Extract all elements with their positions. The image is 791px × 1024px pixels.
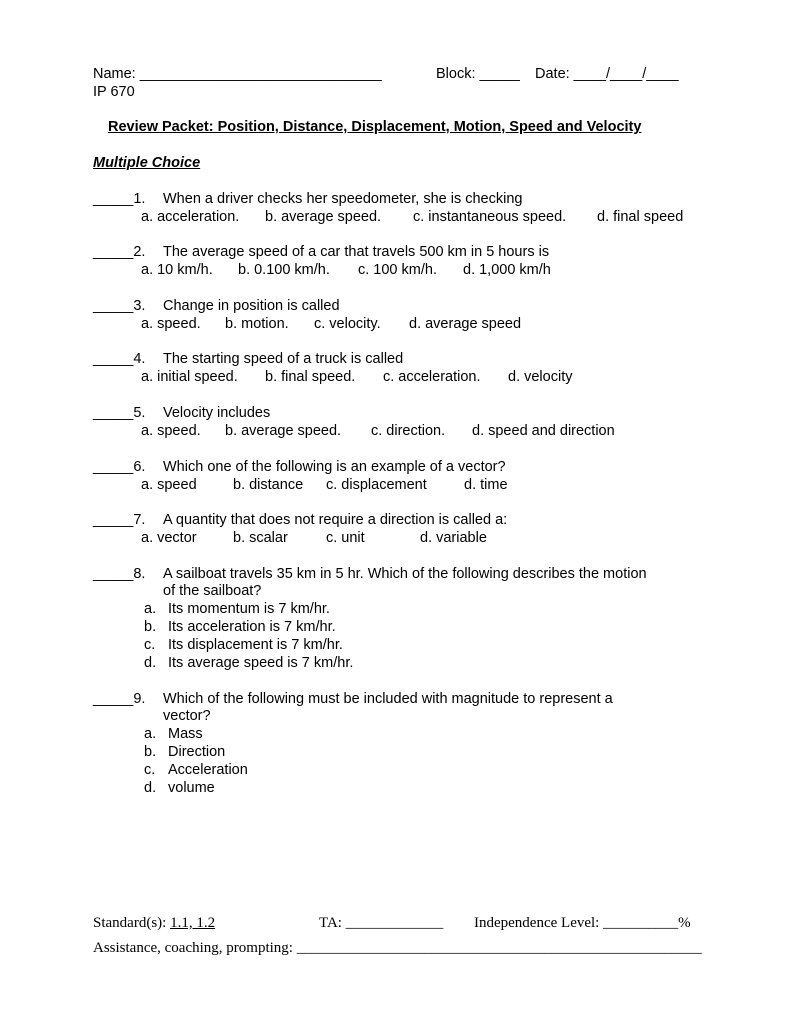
ta-field[interactable]: TA: _____________ <box>319 915 444 931</box>
standards-value: 1.1, 1.2 <box>170 915 216 931</box>
q9-option-d-text: volume <box>168 780 215 796</box>
q8-option-b-letter: b. <box>144 619 157 635</box>
q1-option-d: d. final speed <box>597 209 684 225</box>
q5-option-a: a. speed. <box>141 423 201 439</box>
question-8-text-line2: of the sailboat? <box>163 583 262 599</box>
question-1-text: When a driver checks her speedometer, she is checking <box>163 191 523 207</box>
q5-option-b: b. average speed. <box>225 423 342 439</box>
q1-option-b: b. average speed. <box>265 209 382 225</box>
q4-option-a: a. initial speed. <box>141 369 238 385</box>
independence-level-field[interactable]: Independence Level: __________% <box>474 915 691 931</box>
q7-option-b: b. scalar <box>233 530 288 546</box>
answer-blank-8[interactable]: _____8. <box>93 566 146 582</box>
answer-blank-1[interactable]: _____1. <box>93 191 146 207</box>
q8-option-a-text: Its momentum is 7 km/hr. <box>168 601 330 617</box>
q8-option-b-text: Its acceleration is 7 km/hr. <box>168 619 336 635</box>
q9-option-c-text: Acceleration <box>168 762 248 778</box>
course-code: IP 670 <box>93 84 135 100</box>
question-6-text: Which one of the following is an example of a vector? <box>163 459 506 475</box>
q9-option-c-letter: c. <box>144 762 156 778</box>
answer-blank-5[interactable]: _____5. <box>93 405 146 421</box>
answer-blank-3[interactable]: _____3. <box>93 298 146 314</box>
q8-option-c-letter: c. <box>144 637 156 653</box>
q3-option-a: a. speed. <box>141 316 201 332</box>
name-field[interactable]: Name: ______________________________ <box>93 66 382 82</box>
q9-option-b-text: Direction <box>168 744 226 760</box>
q6-option-d: d. time <box>464 477 508 493</box>
q6-option-c: c. displacement <box>326 477 427 493</box>
q7-option-c: c. unit <box>326 530 365 546</box>
answer-blank-4[interactable]: _____4. <box>93 351 146 367</box>
question-8-text-line1: A sailboat travels 35 km in 5 hr. Which of the following describes the motion <box>163 566 647 582</box>
q7-option-a: a. vector <box>141 530 197 546</box>
q8-option-d-letter: d. <box>144 655 157 671</box>
q1-option-a: a. acceleration. <box>141 209 240 225</box>
answer-blank-9[interactable]: _____9. <box>93 691 146 707</box>
q8-option-d-text: Its average speed is 7 km/hr. <box>168 655 354 671</box>
page-title: Review Packet: Position, Distance, Displacement, Motion, Speed and Velocity <box>108 119 642 135</box>
standards-line <box>93 914 215 932</box>
q2-option-b: b. 0.100 km/h. <box>238 262 330 278</box>
q4-option-c: c. acceleration. <box>383 369 481 385</box>
answer-blank-2[interactable]: _____2. <box>93 244 146 260</box>
q8-option-a-letter: a. <box>144 601 157 617</box>
q7-option-d: d. variable <box>420 530 487 546</box>
question-3-text: Change in position is called <box>163 298 340 314</box>
q4-option-b: b. final speed. <box>265 369 356 385</box>
assistance-field[interactable]: Assistance, coaching, prompting: ______________________________________________________ <box>93 940 702 956</box>
section-heading: Multiple Choice <box>93 155 201 171</box>
question-9-text-line1: Which of the following must be included with magnitude to represent a <box>163 691 613 707</box>
q1-option-c: c. instantaneous speed. <box>413 209 567 225</box>
q3-option-d: d. average speed <box>409 316 522 332</box>
q5-option-d: d. speed and direction <box>472 423 615 439</box>
q9-option-a-letter: a. <box>144 726 157 742</box>
question-7-text: A quantity that does not require a direction is called a: <box>163 512 508 528</box>
answer-blank-7[interactable]: _____7. <box>93 512 146 528</box>
answer-blank-6[interactable]: _____6. <box>93 459 146 475</box>
q3-option-c: c. velocity. <box>314 316 381 332</box>
q9-option-b-letter: b. <box>144 744 157 760</box>
standards-label: Standard(s): <box>93 915 171 931</box>
q9-option-d-letter: d. <box>144 780 157 796</box>
q2-option-d: d. 1,000 km/h <box>463 262 551 278</box>
q2-option-a: a. 10 km/h. <box>141 262 213 278</box>
question-9-text-line2: vector? <box>163 708 211 724</box>
date-field[interactable]: Date: ____/____/____ <box>535 66 679 82</box>
q6-option-a: a. speed <box>141 477 197 493</box>
q2-option-c: c. 100 km/h. <box>358 262 437 278</box>
q6-option-b: b. distance <box>233 477 304 493</box>
q5-option-c: c. direction. <box>371 423 446 439</box>
question-4-text: The starting speed of a truck is called <box>163 351 404 367</box>
q9-option-a-text: Mass <box>168 726 203 742</box>
q3-option-b: b. motion. <box>225 316 289 332</box>
block-field[interactable]: Block: _____ <box>436 66 520 82</box>
question-5-text: Velocity includes <box>163 405 271 421</box>
question-2-text: The average speed of a car that travels 500 km in 5 hours is <box>163 244 550 260</box>
q8-option-c-text: Its displacement is 7 km/hr. <box>168 637 343 653</box>
q4-option-d: d. velocity <box>508 369 573 385</box>
